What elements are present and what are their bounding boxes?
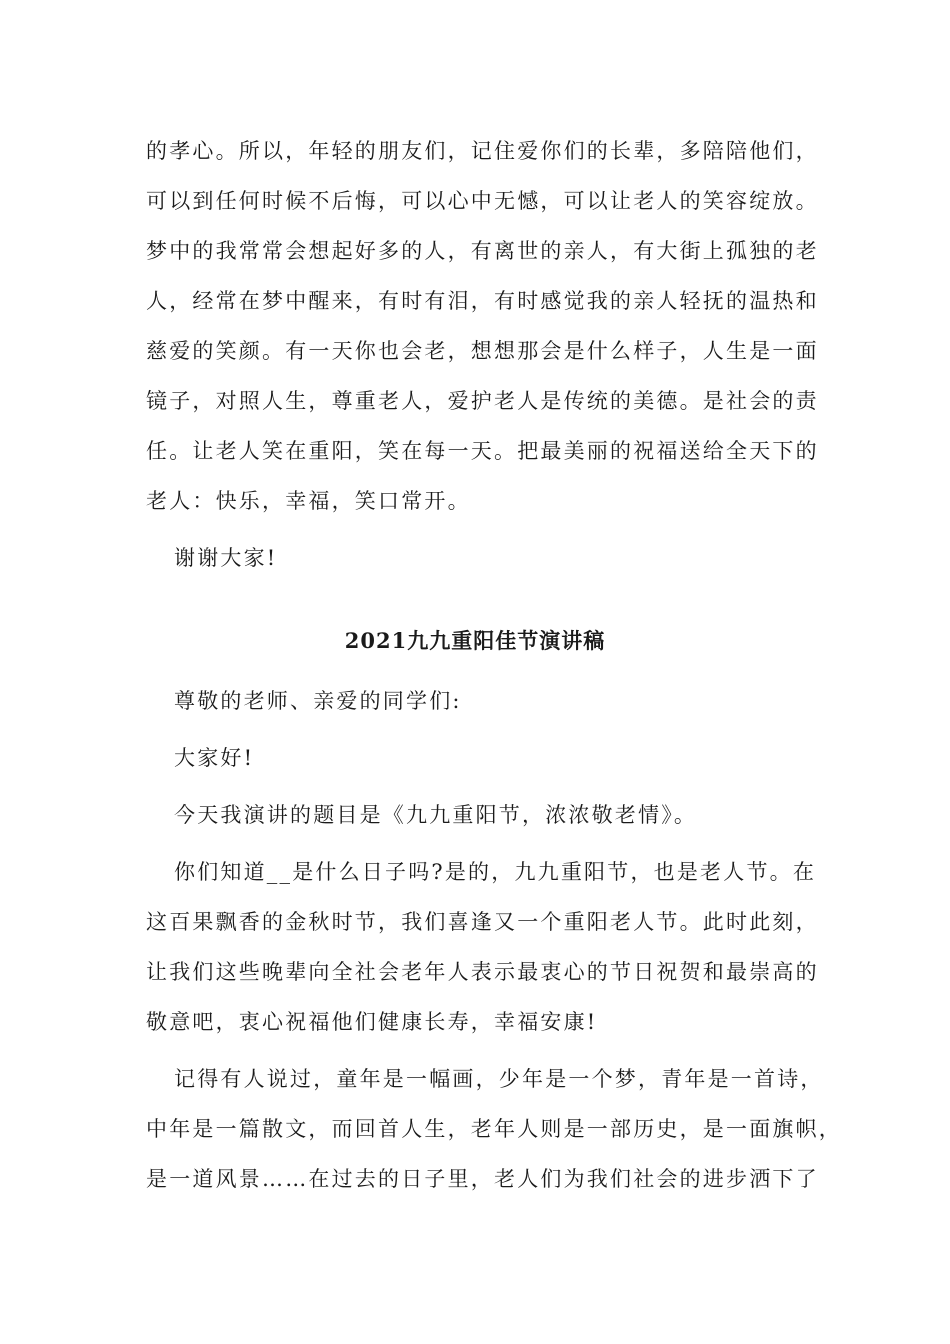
body-text-line: 是一道风景……在过去的日子里，老人们为我们社会的进步洒下了	[146, 1167, 819, 1191]
body-text-line: 这百果飘香的金秋时节，我们喜逢又一个重阳老人节。此时此刻，	[146, 910, 819, 934]
speech-title: 2021九九重阳佳节演讲稿	[344, 628, 606, 653]
body-text-line: 的孝心。所以，年轻的朋友们，记住爱你们的长辈，多陪陪他们，	[146, 139, 819, 163]
body-text-line: 老人：快乐，幸福，笑口常开。	[146, 489, 471, 513]
body-text-line: 慈爱的笑颜。有一天你也会老，想想那会是什么样子，人生是一面	[146, 339, 819, 363]
greeting: 大家好!	[174, 746, 255, 770]
body-text-line: 任。让老人笑在重阳，笑在每一天。把最美丽的祝福送给全天下的	[146, 439, 819, 463]
body-text-line: 记得有人说过，童年是一幅画，少年是一个梦，青年是一首诗，	[174, 1067, 824, 1091]
topic-line: 今天我演讲的题目是《九九重阳节，浓浓敬老情》。	[174, 803, 698, 827]
body-text-line: 让我们这些晚辈向全社会老年人表示最衷心的节日祝贺和最崇高的	[146, 960, 819, 984]
body-text-line: 你们知道__是什么日子吗?是的，九九重阳节，也是老人节。在	[174, 860, 817, 884]
body-text-line: 人，经常在梦中醒来，有时有泪，有时感觉我的亲人轻抚的温热和	[146, 289, 819, 313]
closing-thanks: 谢谢大家!	[174, 546, 278, 570]
body-text-line: 镜子，对照人生，尊重老人，爱护老人是传统的美德。是社会的责	[146, 389, 819, 413]
body-text-line: 中年是一篇散文，而回首人生，老年人则是一部历史，是一面旗帜，	[146, 1117, 842, 1141]
body-text-line: 敬意吧，衷心祝福他们健康长寿，幸福安康!	[146, 1010, 598, 1034]
salutation: 尊敬的老师、亲爱的同学们:	[174, 689, 462, 713]
body-text-line: 可以到任何时候不后悔，可以心中无憾，可以让老人的笑容绽放。	[146, 189, 819, 213]
body-text-line: 梦中的我常常会想起好多的人，有离世的亲人，有大街上孤独的老	[146, 239, 819, 263]
